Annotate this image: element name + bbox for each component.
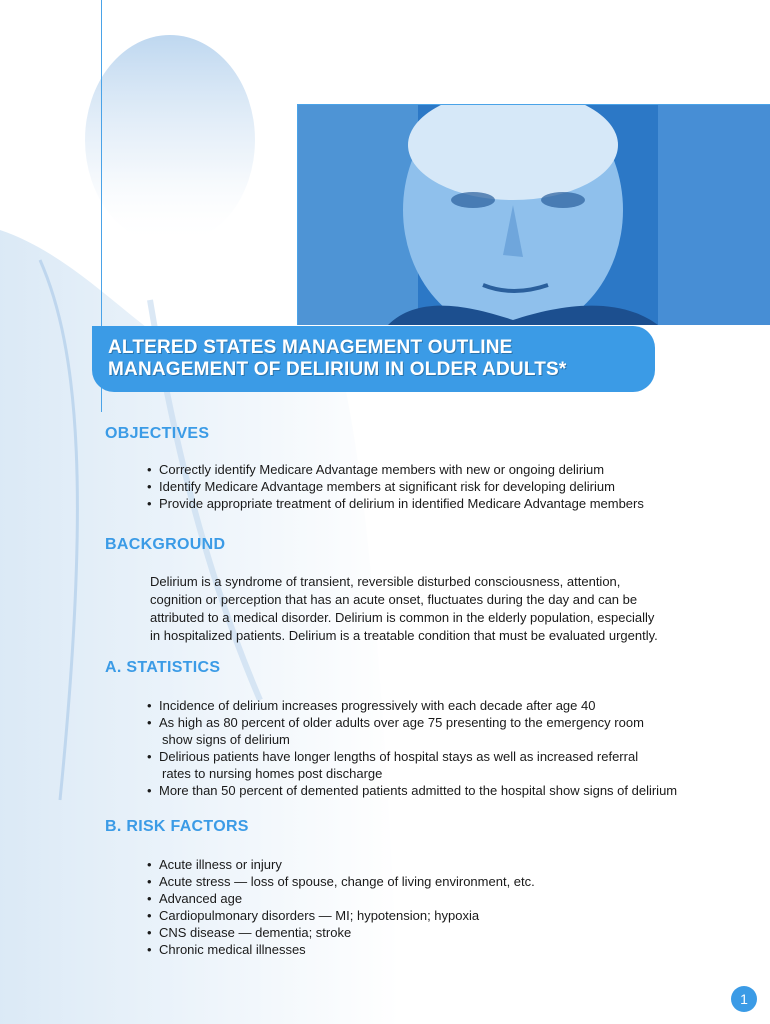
list-item: • Correctly identify Medicare Advantage members with new or ongoing delirium [147, 462, 605, 477]
objectives-heading: OBJECTIVES [105, 425, 210, 442]
list-item: • Chronic medical illnesses [147, 942, 306, 957]
list-item-continuation: show signs of delirium [162, 732, 290, 747]
objectives-list [147, 461, 644, 512]
list-item: • Acute stress — loss of spouse, change of living environment, etc. [147, 874, 535, 889]
title-line-2: MANAGEMENT OF DELIRIUM IN OLDER ADULTS* [108, 359, 567, 380]
list-item: • More than 50 percent of demented patients admitted to the hospital show signs of delirium [147, 783, 678, 798]
list-item-continuation: rates to nursing homes post discharge [162, 766, 383, 781]
list-item: • CNS disease — dementia; stroke [147, 925, 352, 940]
list-item: • Delirious patients have longer lengths of hospital stays as well as increased referral [147, 749, 639, 764]
list-item: • Cardiopulmonary disorders — MI; hypotension; hypoxia [147, 908, 480, 923]
statistics-list [147, 697, 677, 799]
page-number-badge: 1 [731, 986, 757, 1012]
list-item: • Incidence of delirium increases progressively with each decade after age 40 [147, 698, 596, 713]
risk-factors-list [147, 856, 535, 958]
list-item: • Acute illness or injury [147, 857, 282, 872]
list-item: • Advanced age [147, 891, 243, 906]
background-paragraph: Delirium is a syndrome of transient, reversible disturbed consciousness, attention, cognition or perception that has an acute onset, fluctuates during the day and can be attributed to a medical disorder. Delirium is common in the elderly population, especially in hospitalized patients. Delirium is a treatable condition that must be evaluated urgently. [150, 574, 658, 643]
list-item: • Identify Medicare Advantage members at significant risk for developing delirium [147, 479, 615, 494]
title-line-1: ALTERED STATES MANAGEMENT OUTLINE [108, 337, 513, 358]
background-heading: BACKGROUND [105, 536, 226, 553]
list-item: • Provide appropriate treatment of delirium in identified Medicare Advantage members [147, 496, 644, 511]
list-item: • As high as 80 percent of older adults over age 75 presenting to the emergency room [147, 715, 644, 730]
risk-factors-heading: B. RISK FACTORS [105, 818, 249, 835]
statistics-heading: A. STATISTICS [105, 659, 221, 676]
